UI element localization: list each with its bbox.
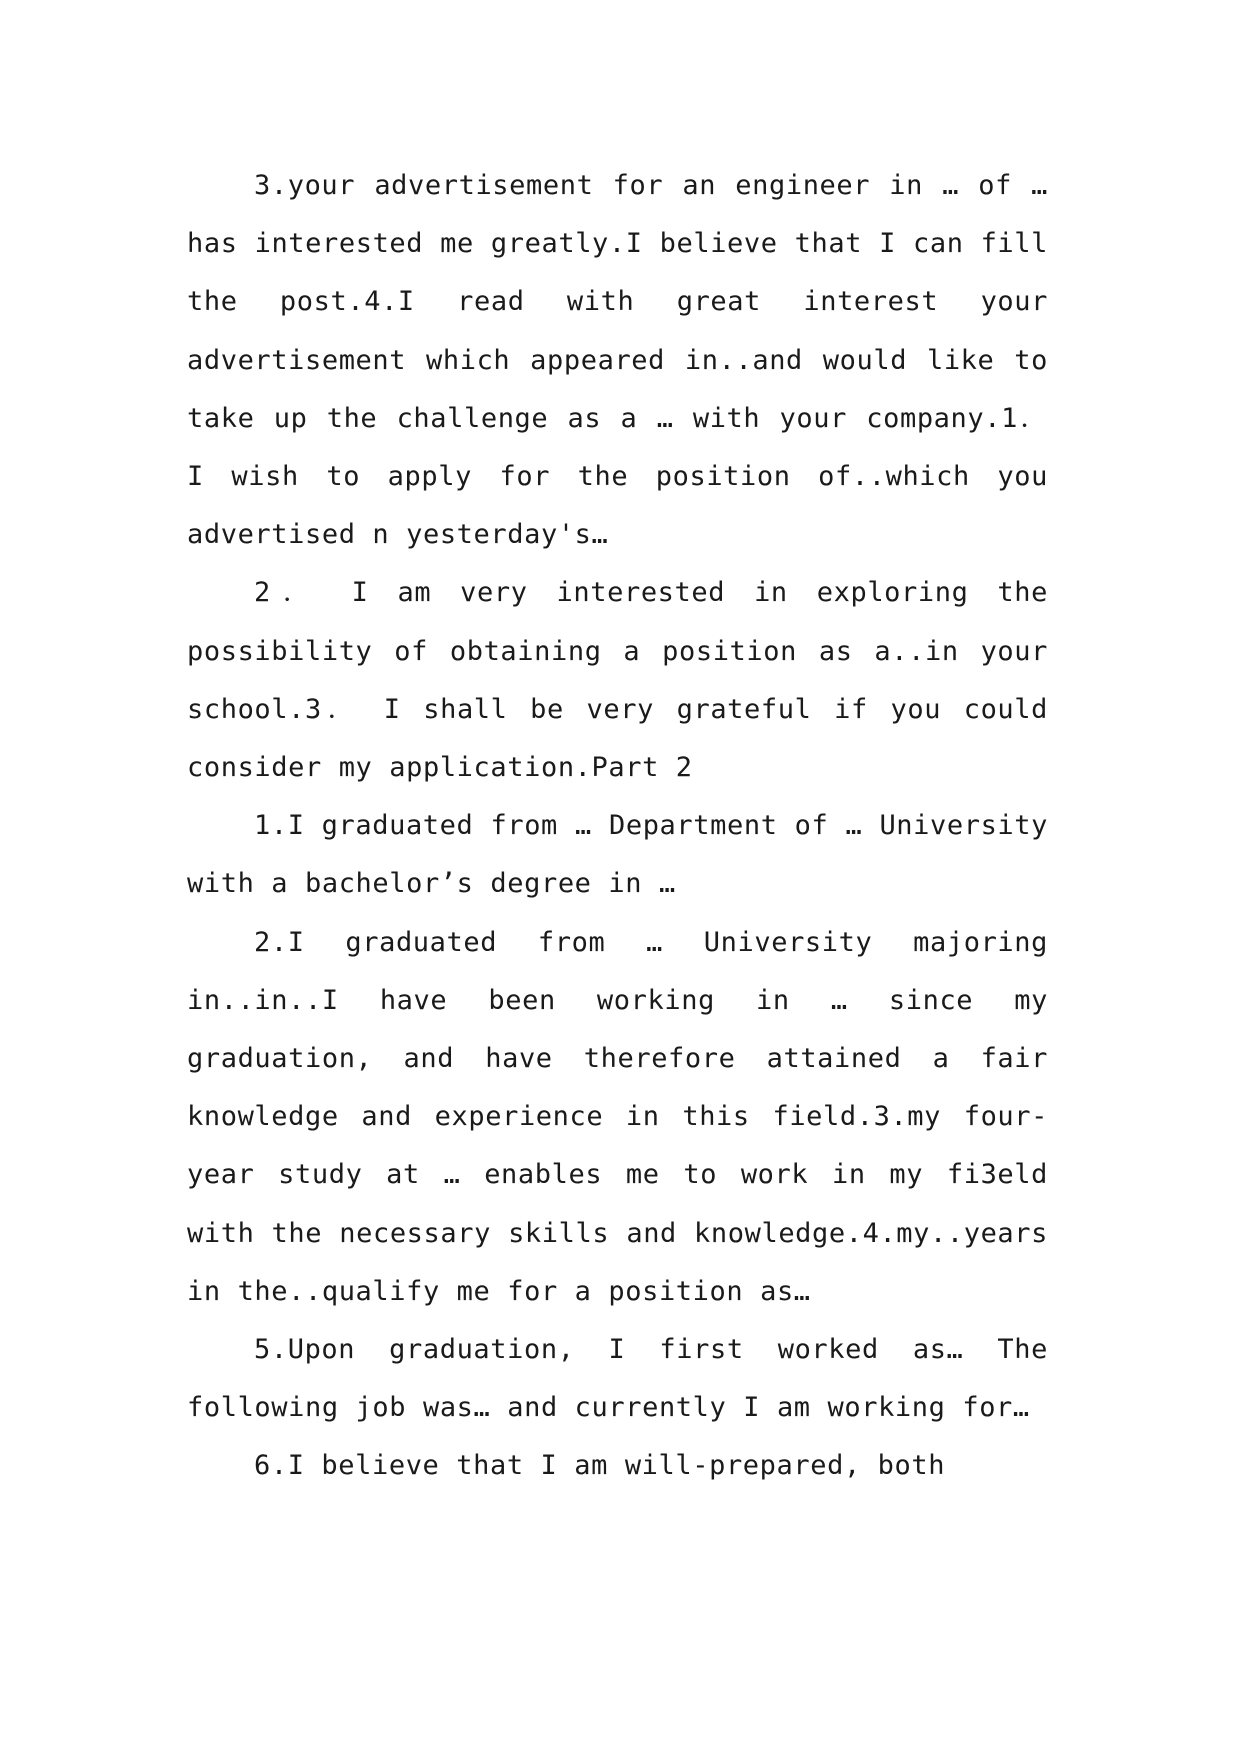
paragraph-3: 1.I graduated from … Department of … University with a bachelor’s degree in … <box>187 810 1048 900</box>
paragraph-2: 2． I am very interested in exploring the possibility of obtaining a position as a..in your school.3． I shall be very grateful if you could consider my application.Part 2 <box>187 577 1048 784</box>
paragraph-4: 2.I graduated from … University majoring in..in..I have been working in … since my graduation, and have therefore attained a fair knowledge and experience in this field.3.my four-year study at … enables me to work in my fi3eld with the necessary skills and knowledge.4.my..years in the..qualify me for a position as… <box>187 926 1048 1307</box>
paragraph-6: 6.I believe that I am will-prepared, both <box>254 1450 946 1482</box>
paragraph-5: 5.Upon graduation, I first worked as… The following job was… and currently I am working for… <box>187 1334 1048 1424</box>
document-page <box>187 157 1048 1496</box>
paragraph-1: 3.your advertisement for an engineer in … of … has interested me greatly.I believe that I can fill the post.4.I read with great interest your advertisement which appeared in..and would like to take up the challenge as a … with your company.1． I wish to apply for the position of..which you advertised n yesterday's… <box>187 170 1048 551</box>
